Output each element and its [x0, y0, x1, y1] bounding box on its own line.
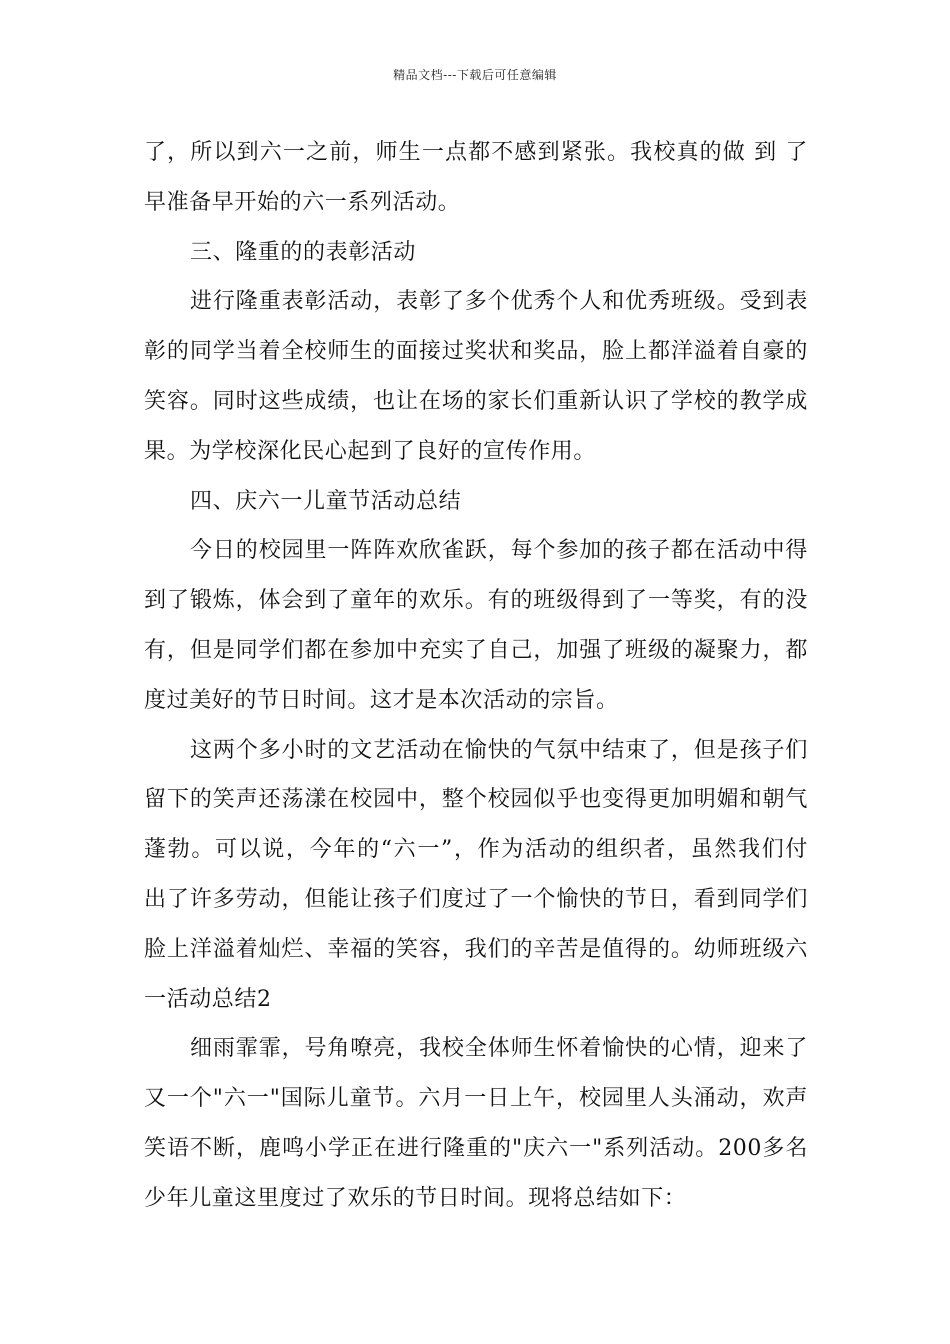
text-line: 这两个多小时的文艺活动在愉快的气氛中结束了，但是孩子们 [190, 737, 808, 763]
text-line: 笑容。同时这些成绩，也让在场的家长们重新认识了学校的教学成 [144, 388, 808, 414]
text-line: 有，但是同学们都在参加中充实了自己，加强了班级的凝聚力，都 [144, 637, 808, 663]
text-line: 了，所以到六一之前，师生一点都不感到紧张。我校真的做 到 了 [144, 140, 808, 165]
page-header: 精品文档---下载后可任意编辑 [393, 68, 557, 82]
document-body [144, 128, 808, 1224]
text-line: 早准备早开始的六一系列活动。 [144, 189, 461, 215]
text-line: 进行隆重表彰活动，表彰了多个优秀个人和优秀班级。受到表 [190, 289, 808, 315]
text-line: 度过美好的节日时间。这才是本次活动的宗旨。 [144, 687, 619, 713]
text-line: 四、庆六一儿童节活动总结 [190, 488, 462, 514]
text-line: 出了许多劳动，但能让孩子们度过了一个愉快的节日，看到同学们 [144, 886, 808, 912]
text-line: 留下的笑声还荡漾在校园中，整个校园似乎也变得更加明媚和朝气 [144, 787, 808, 813]
text-line: 果。为学校深化民心起到了良好的宣传作用。 [144, 438, 597, 464]
text-line: 细雨霏霏，号角嘹亮，我校全体师生怀着愉快的心情，迎来了 [190, 1036, 808, 1062]
text-line: 又一个"六一"国际儿童节。六月一日上午，校园里人头涌动，欢声 [144, 1086, 808, 1112]
text-line: 今日的校园里一阵阵欢欣雀跃，每个参加的孩子都在活动中得 [190, 538, 808, 564]
text-line: 笑语不断，鹿鸣小学正在进行隆重的"庆六一"系列活动。200多名 [144, 1135, 808, 1161]
text-line: 少年儿童这里度过了欢乐的节日时间。现将总结如下： [144, 1185, 687, 1211]
text-line: 彰的同学当着全校师生的面接过奖状和奖品，脸上都洋溢着自豪的 [144, 339, 808, 365]
text-line: 一活动总结2 [144, 986, 272, 1012]
text-line: 三、隆重的的表彰活动 [190, 239, 417, 265]
text-line: 蓬勃。可以说，今年的“六一”，作为活动的组织者，虽然我们付 [144, 837, 808, 863]
text-line: 脸上洋溢着灿烂、幸福的笑容，我们的辛苦是值得的。幼师班级六 [144, 936, 808, 962]
text-line: 到了锻炼，体会到了童年的欢乐。有的班级得到了一等奖，有的没 [144, 588, 808, 614]
